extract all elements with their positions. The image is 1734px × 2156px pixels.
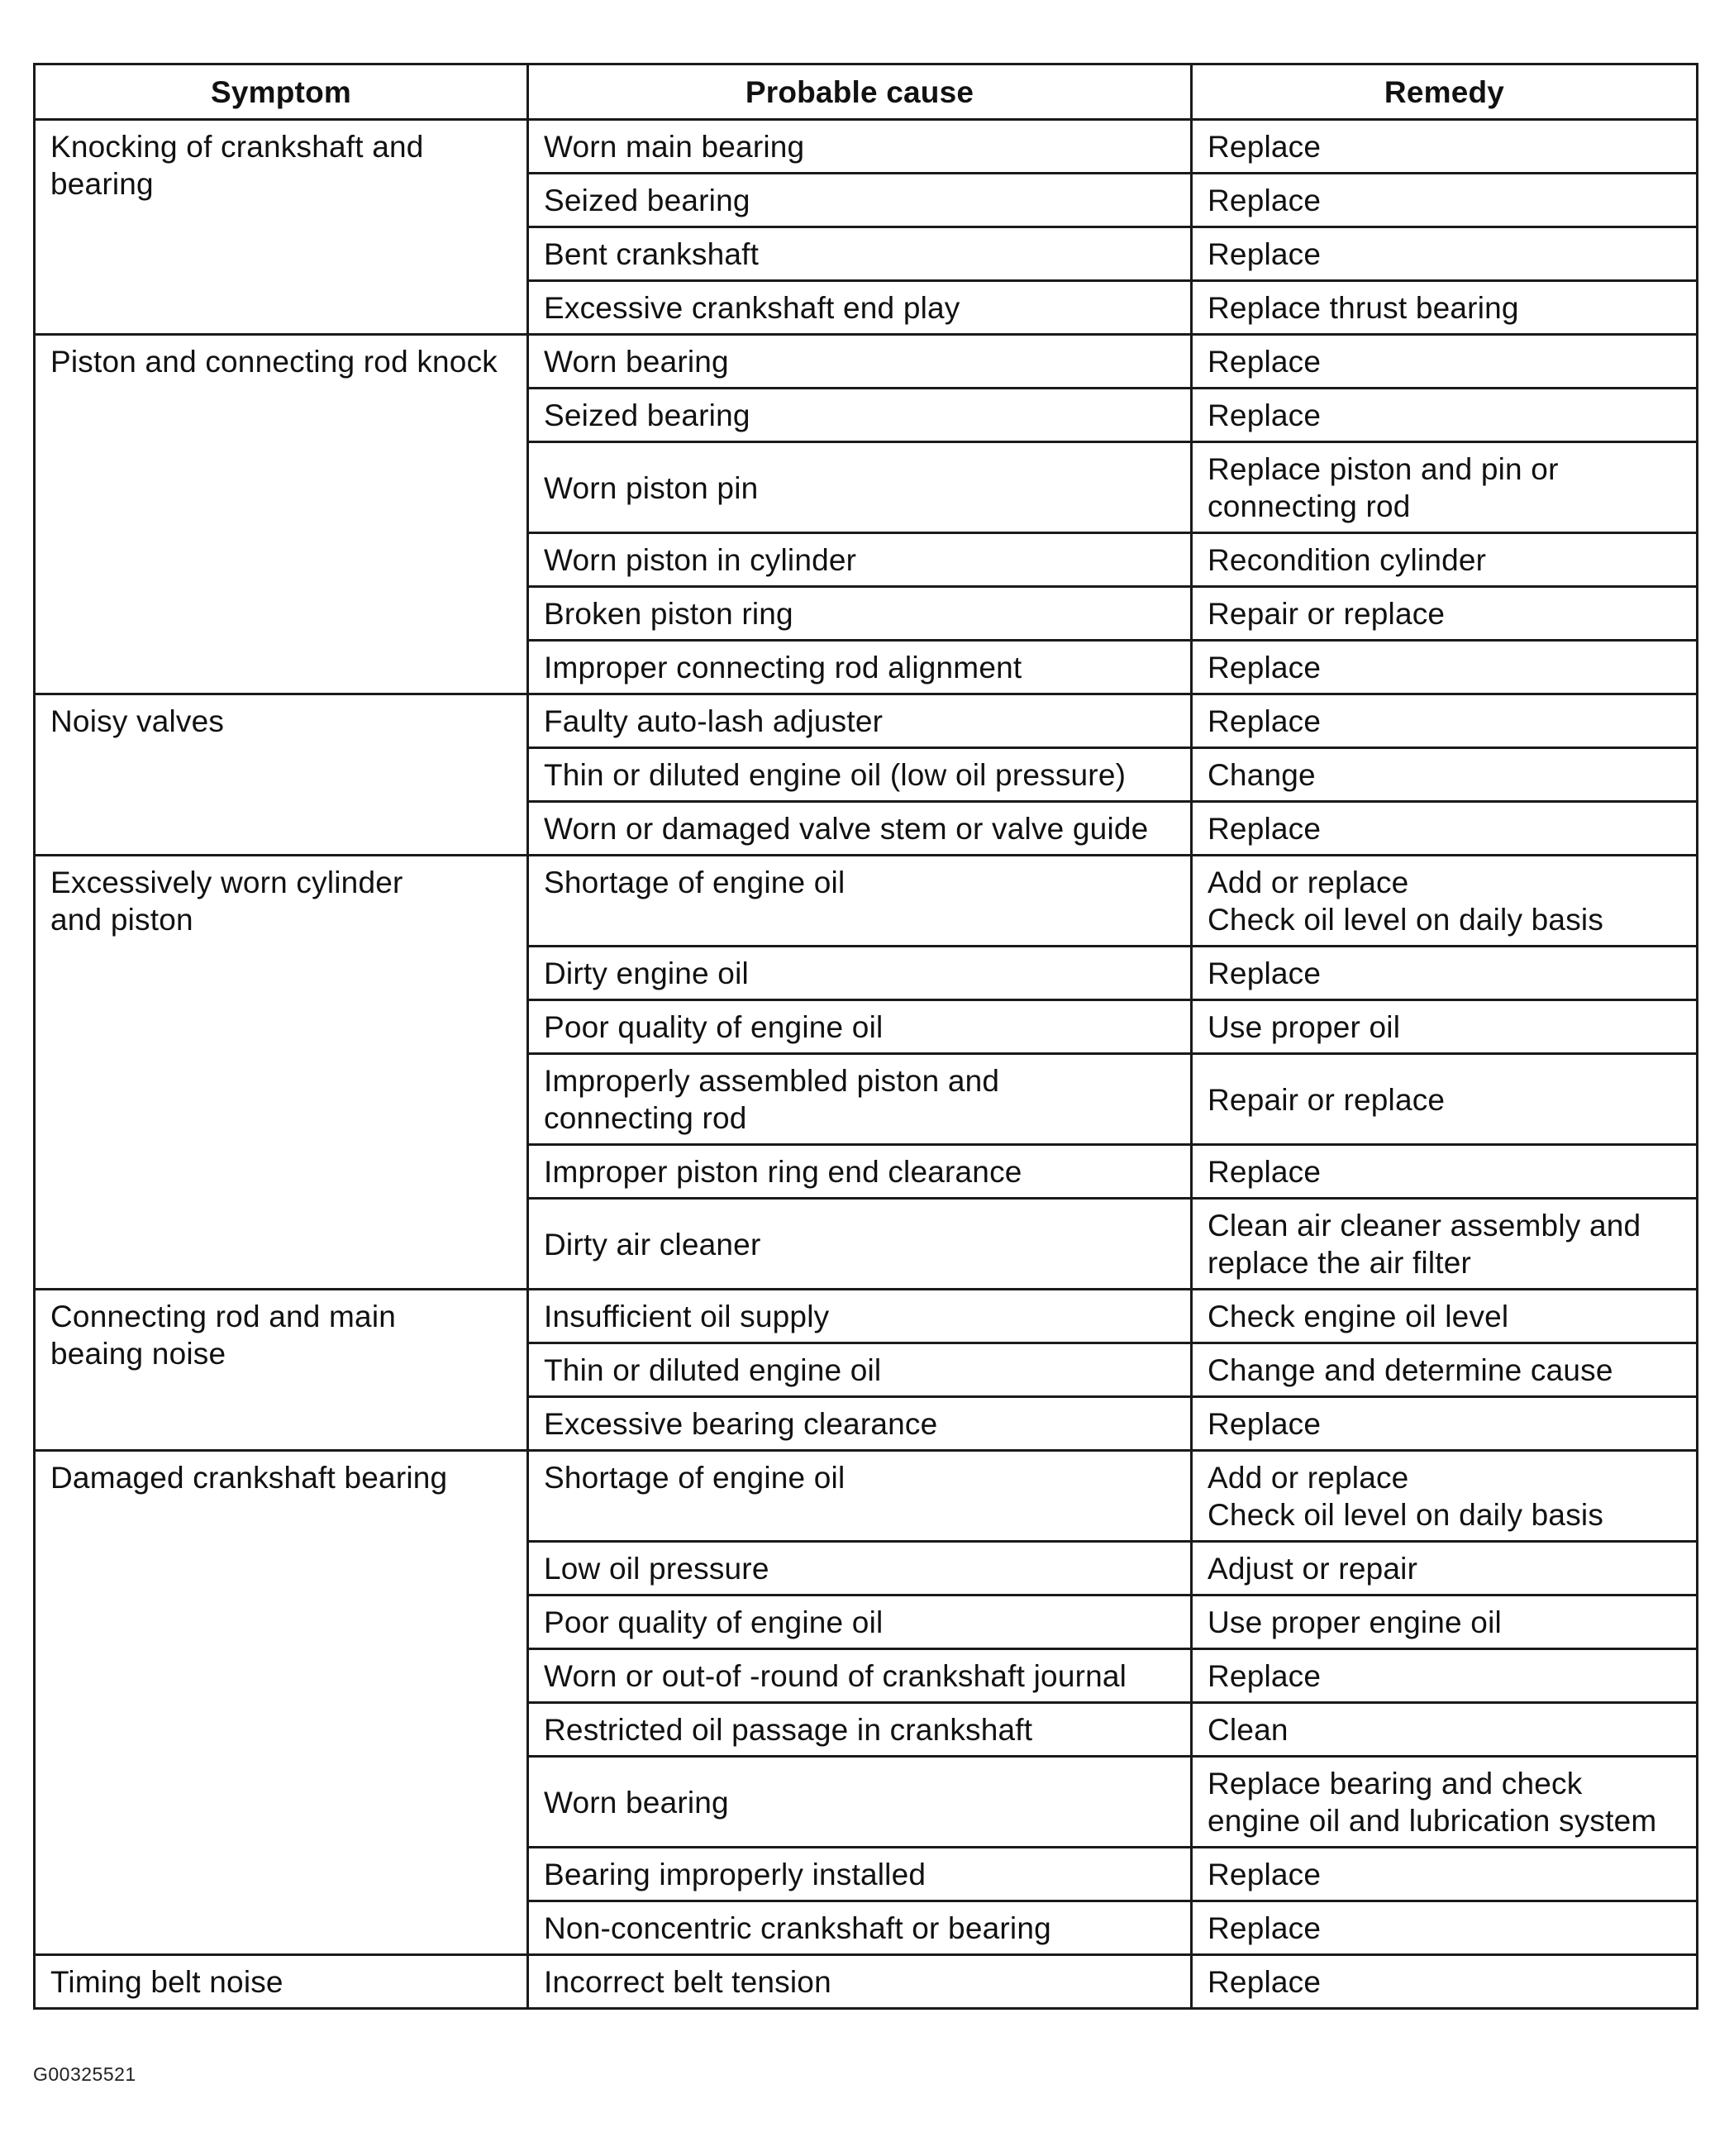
- remedy-cell: [1192, 587, 1698, 641]
- cause-cell: [528, 120, 1192, 174]
- cause-cell: [528, 1290, 1192, 1343]
- cause-text: Improperly assembled piston and: [544, 1064, 1000, 1098]
- cause-text: Worn bearing: [544, 345, 729, 379]
- cause-text: Worn or out-of -round of crankshaft journal: [544, 1659, 1127, 1693]
- remedy-text: Replace: [1208, 651, 1322, 684]
- cause-text: Broken piston ring: [544, 597, 793, 631]
- cause-cell: [528, 694, 1192, 748]
- cause-text: Restricted oil passage in crankshaft: [544, 1713, 1033, 1747]
- remedy-text: Check oil level on daily basis: [1208, 1498, 1604, 1532]
- cause-cell: [528, 1343, 1192, 1397]
- cause-text: connecting rod: [544, 1101, 747, 1135]
- remedy-cell: [1192, 1451, 1698, 1542]
- symptom-text: Timing belt noise: [50, 1965, 283, 1999]
- symptom-text: beaing noise: [50, 1337, 226, 1371]
- header-remedy: Remedy: [1192, 64, 1698, 120]
- cause-text: Non-concentric crankshaft or bearing: [544, 1911, 1051, 1945]
- remedy-text: Change and determine cause: [1208, 1353, 1613, 1387]
- remedy-cell: [1192, 533, 1698, 587]
- remedy-cell: [1192, 1000, 1698, 1054]
- cause-cell: [528, 174, 1192, 227]
- remedy-cell: [1192, 1145, 1698, 1199]
- cause-cell: [528, 641, 1192, 694]
- cause-text: Improper piston ring end clearance: [544, 1155, 1022, 1189]
- cause-text: Low oil pressure: [544, 1552, 769, 1586]
- remedy-text: Replace: [1208, 1858, 1322, 1891]
- symptom-cell: [35, 120, 528, 335]
- remedy-cell: [1192, 947, 1698, 1000]
- cause-cell: [528, 1451, 1192, 1542]
- remedy-text: Adjust or repair: [1208, 1552, 1418, 1586]
- remedy-text: Add or replace: [1208, 866, 1409, 899]
- remedy-text: Check oil level on daily basis: [1208, 903, 1604, 937]
- cause-text: Seized bearing: [544, 184, 750, 217]
- remedy-text: Check engine oil level: [1208, 1300, 1509, 1333]
- remedy-cell: [1192, 1703, 1698, 1757]
- remedy-cell: [1192, 1054, 1698, 1145]
- symptom-text: Damaged crankshaft bearing: [50, 1461, 448, 1495]
- remedy-cell: [1192, 281, 1698, 335]
- cause-cell: [528, 227, 1192, 281]
- table-row: [35, 1290, 1698, 1343]
- symptom-cell: [35, 1955, 528, 2009]
- cause-cell: [528, 1649, 1192, 1703]
- remedy-text: Repair or replace: [1208, 597, 1446, 631]
- remedy-cell: [1192, 641, 1698, 694]
- remedy-text: Replace bearing and check: [1208, 1767, 1583, 1801]
- table-row: [35, 856, 1698, 947]
- symptom-text: Excessively worn cylinder: [50, 866, 403, 899]
- cause-cell: [528, 389, 1192, 442]
- table-row: [35, 1955, 1698, 2009]
- remedy-cell: [1192, 1290, 1698, 1343]
- remedy-text: Replace thrust bearing: [1208, 291, 1519, 325]
- remedy-cell: [1192, 1596, 1698, 1649]
- remedy-text: Replace: [1208, 398, 1322, 432]
- cause-cell: [528, 1757, 1192, 1848]
- remedy-text: Clean air cleaner assembly and: [1208, 1209, 1641, 1243]
- remedy-cell: [1192, 1901, 1698, 1955]
- symptom-text: Piston and connecting rod knock: [50, 345, 498, 379]
- remedy-cell: [1192, 174, 1698, 227]
- table-row: [35, 335, 1698, 389]
- cause-text: Bearing improperly installed: [544, 1858, 927, 1891]
- symptom-cell: [35, 1290, 528, 1451]
- remedy-text: Replace: [1208, 704, 1322, 738]
- remedy-text: Add or replace: [1208, 1461, 1409, 1495]
- cause-text: Worn main bearing: [544, 130, 805, 164]
- remedy-text: Replace: [1208, 130, 1322, 164]
- table-row: [35, 120, 1698, 174]
- remedy-cell: [1192, 1343, 1698, 1397]
- remedy-cell: [1192, 1848, 1698, 1901]
- symptom-text: and piston: [50, 903, 193, 937]
- cause-text: Worn or damaged valve stem or valve guide: [544, 812, 1149, 846]
- remedy-text: Recondition cylinder: [1208, 543, 1487, 577]
- remedy-cell: [1192, 802, 1698, 856]
- remedy-cell: [1192, 335, 1698, 389]
- cause-text: Improper connecting rod alignment: [544, 651, 1022, 684]
- remedy-cell: [1192, 694, 1698, 748]
- table-row: [35, 694, 1698, 748]
- remedy-cell: [1192, 1955, 1698, 2009]
- cause-text: Thin or diluted engine oil: [544, 1353, 882, 1387]
- remedy-text: Change: [1208, 758, 1316, 792]
- table-row: [35, 1451, 1698, 1542]
- remedy-cell: [1192, 389, 1698, 442]
- remedy-cell: [1192, 1649, 1698, 1703]
- remedy-text: Use proper oil: [1208, 1010, 1401, 1044]
- remedy-text: Clean: [1208, 1713, 1289, 1747]
- cause-cell: [528, 587, 1192, 641]
- cause-cell: [528, 1054, 1192, 1145]
- remedy-cell: [1192, 1757, 1698, 1848]
- header-symptom: Symptom: [35, 64, 528, 120]
- cause-cell: [528, 1145, 1192, 1199]
- cause-cell: [528, 335, 1192, 389]
- remedy-text: replace the air filter: [1208, 1246, 1472, 1280]
- cause-cell: [528, 1542, 1192, 1596]
- symptom-cell: [35, 856, 528, 1290]
- cause-cell: [528, 281, 1192, 335]
- cause-cell: [528, 533, 1192, 587]
- cause-text: Faulty auto-lash adjuster: [544, 704, 884, 738]
- cause-cell: [528, 947, 1192, 1000]
- remedy-cell: [1192, 1397, 1698, 1451]
- cause-cell: [528, 802, 1192, 856]
- remedy-text: Replace: [1208, 184, 1322, 217]
- cause-cell: [528, 1955, 1192, 2009]
- symptom-text: Knocking of crankshaft and: [50, 130, 424, 164]
- symptom-text: Noisy valves: [50, 704, 225, 738]
- cause-text: Worn piston pin: [544, 470, 759, 505]
- cause-text: Dirty air cleaner: [544, 1227, 761, 1262]
- cause-text: Insufficient oil supply: [544, 1300, 830, 1333]
- remedy-text: Replace: [1208, 237, 1322, 271]
- symptom-cell: [35, 694, 528, 856]
- remedy-text: Replace: [1208, 1911, 1322, 1945]
- remedy-cell: [1192, 1542, 1698, 1596]
- remedy-text: Replace piston and pin or: [1208, 452, 1559, 486]
- cause-text: Incorrect belt tension: [544, 1965, 831, 1999]
- cause-cell: [528, 1901, 1192, 1955]
- remedy-cell: [1192, 442, 1698, 533]
- remedy-text: Replace: [1208, 1659, 1322, 1693]
- table-header: [35, 64, 1698, 120]
- cause-text: Seized bearing: [544, 398, 750, 432]
- remedy-cell: [1192, 227, 1698, 281]
- remedy-text: Replace: [1208, 812, 1322, 846]
- cause-text: Worn piston in cylinder: [544, 543, 857, 577]
- cause-cell: [528, 1000, 1192, 1054]
- table-body: [35, 120, 1698, 2009]
- cause-text: Bent crankshaft: [544, 237, 760, 271]
- cause-text: Shortage of engine oil: [544, 866, 846, 899]
- cause-text: Poor quality of engine oil: [544, 1010, 884, 1044]
- remedy-text: Repair or replace: [1208, 1082, 1446, 1117]
- remedy-text: connecting rod: [1208, 489, 1411, 523]
- cause-cell: [528, 1397, 1192, 1451]
- cause-text: Worn bearing: [544, 1785, 729, 1820]
- cause-cell: [528, 442, 1192, 533]
- cause-text: Thin or diluted engine oil (low oil pressure): [544, 758, 1127, 792]
- cause-text: Shortage of engine oil: [544, 1461, 846, 1495]
- troubleshooting-table: [33, 63, 1698, 2010]
- remedy-text: Replace: [1208, 345, 1322, 379]
- symptom-text: bearing: [50, 167, 154, 201]
- cause-text: Poor quality of engine oil: [544, 1605, 884, 1639]
- symptom-cell: [35, 335, 528, 694]
- cause-cell: [528, 1596, 1192, 1649]
- cause-cell: [528, 856, 1192, 947]
- cause-text: Dirty engine oil: [544, 956, 749, 990]
- cause-text: Excessive bearing clearance: [544, 1407, 938, 1441]
- remedy-cell: [1192, 748, 1698, 802]
- remedy-cell: [1192, 856, 1698, 947]
- remedy-text: Replace: [1208, 1407, 1322, 1441]
- remedy-text: Use proper engine oil: [1208, 1605, 1502, 1639]
- symptom-text: Connecting rod and main: [50, 1300, 397, 1333]
- cause-cell: [528, 748, 1192, 802]
- remedy-cell: [1192, 1199, 1698, 1290]
- cause-cell: [528, 1199, 1192, 1290]
- cause-cell: [528, 1703, 1192, 1757]
- header-probable-cause: Probable cause: [528, 64, 1192, 120]
- remedy-cell: [1192, 120, 1698, 174]
- remedy-text: Replace: [1208, 956, 1322, 990]
- remedy-text: Replace: [1208, 1965, 1322, 1999]
- remedy-text: Replace: [1208, 1155, 1322, 1189]
- cause-cell: [528, 1848, 1192, 1901]
- remedy-text: engine oil and lubrication system: [1208, 1804, 1657, 1838]
- figure-code: G00325521: [33, 2063, 136, 2085]
- cause-text: Excessive crankshaft end play: [544, 291, 960, 325]
- header-row: [35, 64, 1698, 120]
- symptom-cell: [35, 1451, 528, 1955]
